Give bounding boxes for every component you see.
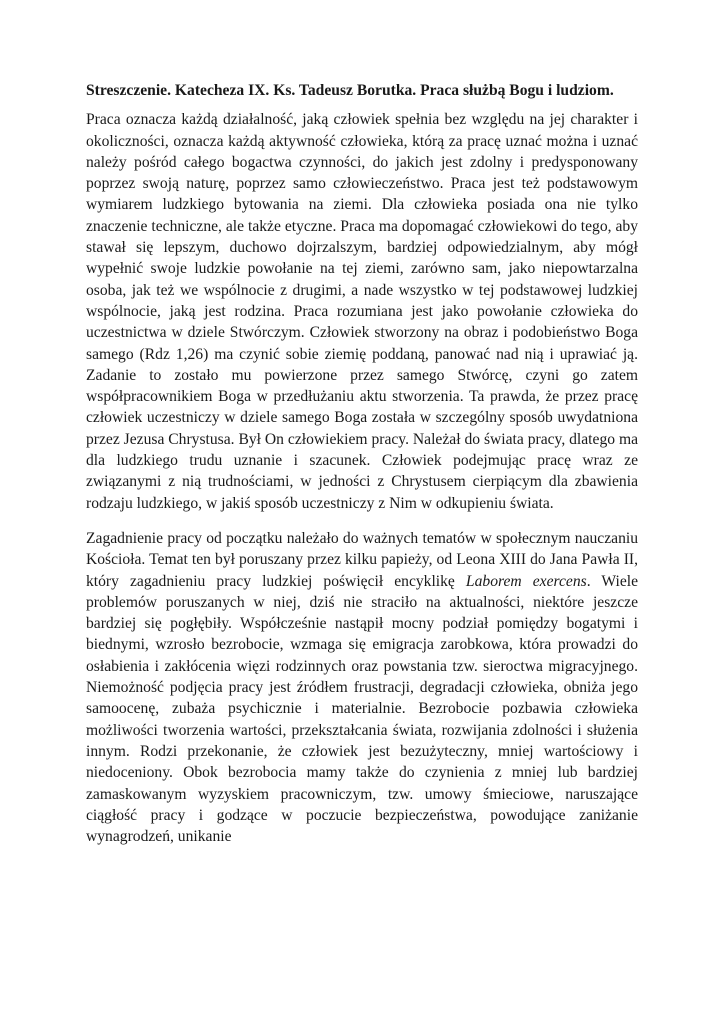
paragraph-2-part-2: . Wiele problemów poruszanych w niej, dziś nie straciło na aktualności, niektóre jeszcze bardziej się pogłębiły. Współcześnie nastąpił mocny podział pomiędzy bogatymi i biednymi, wzrosło bezrobocie, wzmaga się emigracja zarobkowa, która prowadzi do osłabienia i zakłócenia więzi rodzinnych oraz powstania tzw. sieroctwa migracyjnego. Niemożność podjęcia pracy jest źródłem frustracji, degradacji człowieka, obniża jego samoocenę, zubaża psychicznie i materialnie. Bezrobocie pozbawia człowieka możliwości tworzenia wartości, przekształcania świata, rozwijania zdolności i służenia innym. Rodzi przekonanie, że człowiek jest bezużyteczny, mniej wartościowy i niedoceniony. Obok bezrobocia mamy także do czynienia z mniej lub bardziej zamaskowanym wyzyskiem pracowniczym, tzw. umowy śmieciowe, naruszające ciągłość pracy i godzące w poczucie bezpieczeństwa, powodujące zaniżanie wynagrodzeń, unikanie — [86, 572, 638, 846]
document-page — [86, 80, 638, 861]
document-title: Streszczenie. Katecheza IX. Ks. Tadeusz Borutka. Praca służbą Bogu i ludziom. — [86, 82, 614, 99]
paragraph-2 — [86, 528, 638, 847]
paragraph-1: Praca oznacza każdą działalność, jaką człowiek spełnia bez względu na jej charakter i okoliczności, oznacza każdą aktywność człowieka, którą za pracę uznać można i uznać należy pośród całego bogactwa czynności, do jakich jest zdolny i predysponowany poprzez swoją naturę, poprzez samo człowieczeństwo. Praca jest też podstawowym wymiarem ludzkiego bytowania na ziemi. Dla człowieka posiada ona nie tylko znaczenie techniczne, ale także etyczne. Praca ma dopomagać człowiekowi do tego, aby stawał się lepszym, duchowo dojrzalszym, bardziej odpowiedzialnym, aby mógł wypełnić swoje ludzkie powołanie na tej ziemi, zarówno sam, jako niepowtarzalna osoba, jak też we wspólnocie z drugimi, a nade wszystko w tej podstawowej ludzkiej wspólnocie, jaką jest rodzina. Praca rozumiana jest jako powołanie człowieka do uczestnictwa w dziele Stwórczym. Człowiek stworzony na obraz i podobieństwo Boga samego (Rdz 1,26) ma czynić sobie ziemię poddaną, panować nad nią i uprawiać ją. Zadanie to zostało mu powierzone przez samego Stwórcę, czyni go zatem współpracownikiem Boga w przedłużaniu aktu stworzenia. Ta prawda, że przez pracę człowiek uczestniczy w dziele samego Boga została w szczególny sposób uwydatniona przez Jezusa Chrystusa. Był On człowiekiem pracy. Należał do świata pracy, dlatego ma dla ludzkiego trudu uznanie i szacunek. Człowiek podejmując pracę wraz ze związanymi z nią trudnościami, w jedności z Chrystusem cierpiącym dla zbawienia rodzaju ludzkiego, w jakiś sposób uczestniczy z Nim w odkupieniu świata. — [86, 111, 638, 512]
encyclical-title: Laborem exercens — [465, 572, 587, 590]
paragraph-2-part-1: Zagadnienie pracy od początku należało do ważnych tematów w społecznym nauczaniu Kościoła. Temat ten był poruszany przez kilku papieży, od Leona XIII do Jana Pawła II, który zagadnieniu pracy ludzkiej poświęcił encyklikę — [86, 529, 638, 590]
